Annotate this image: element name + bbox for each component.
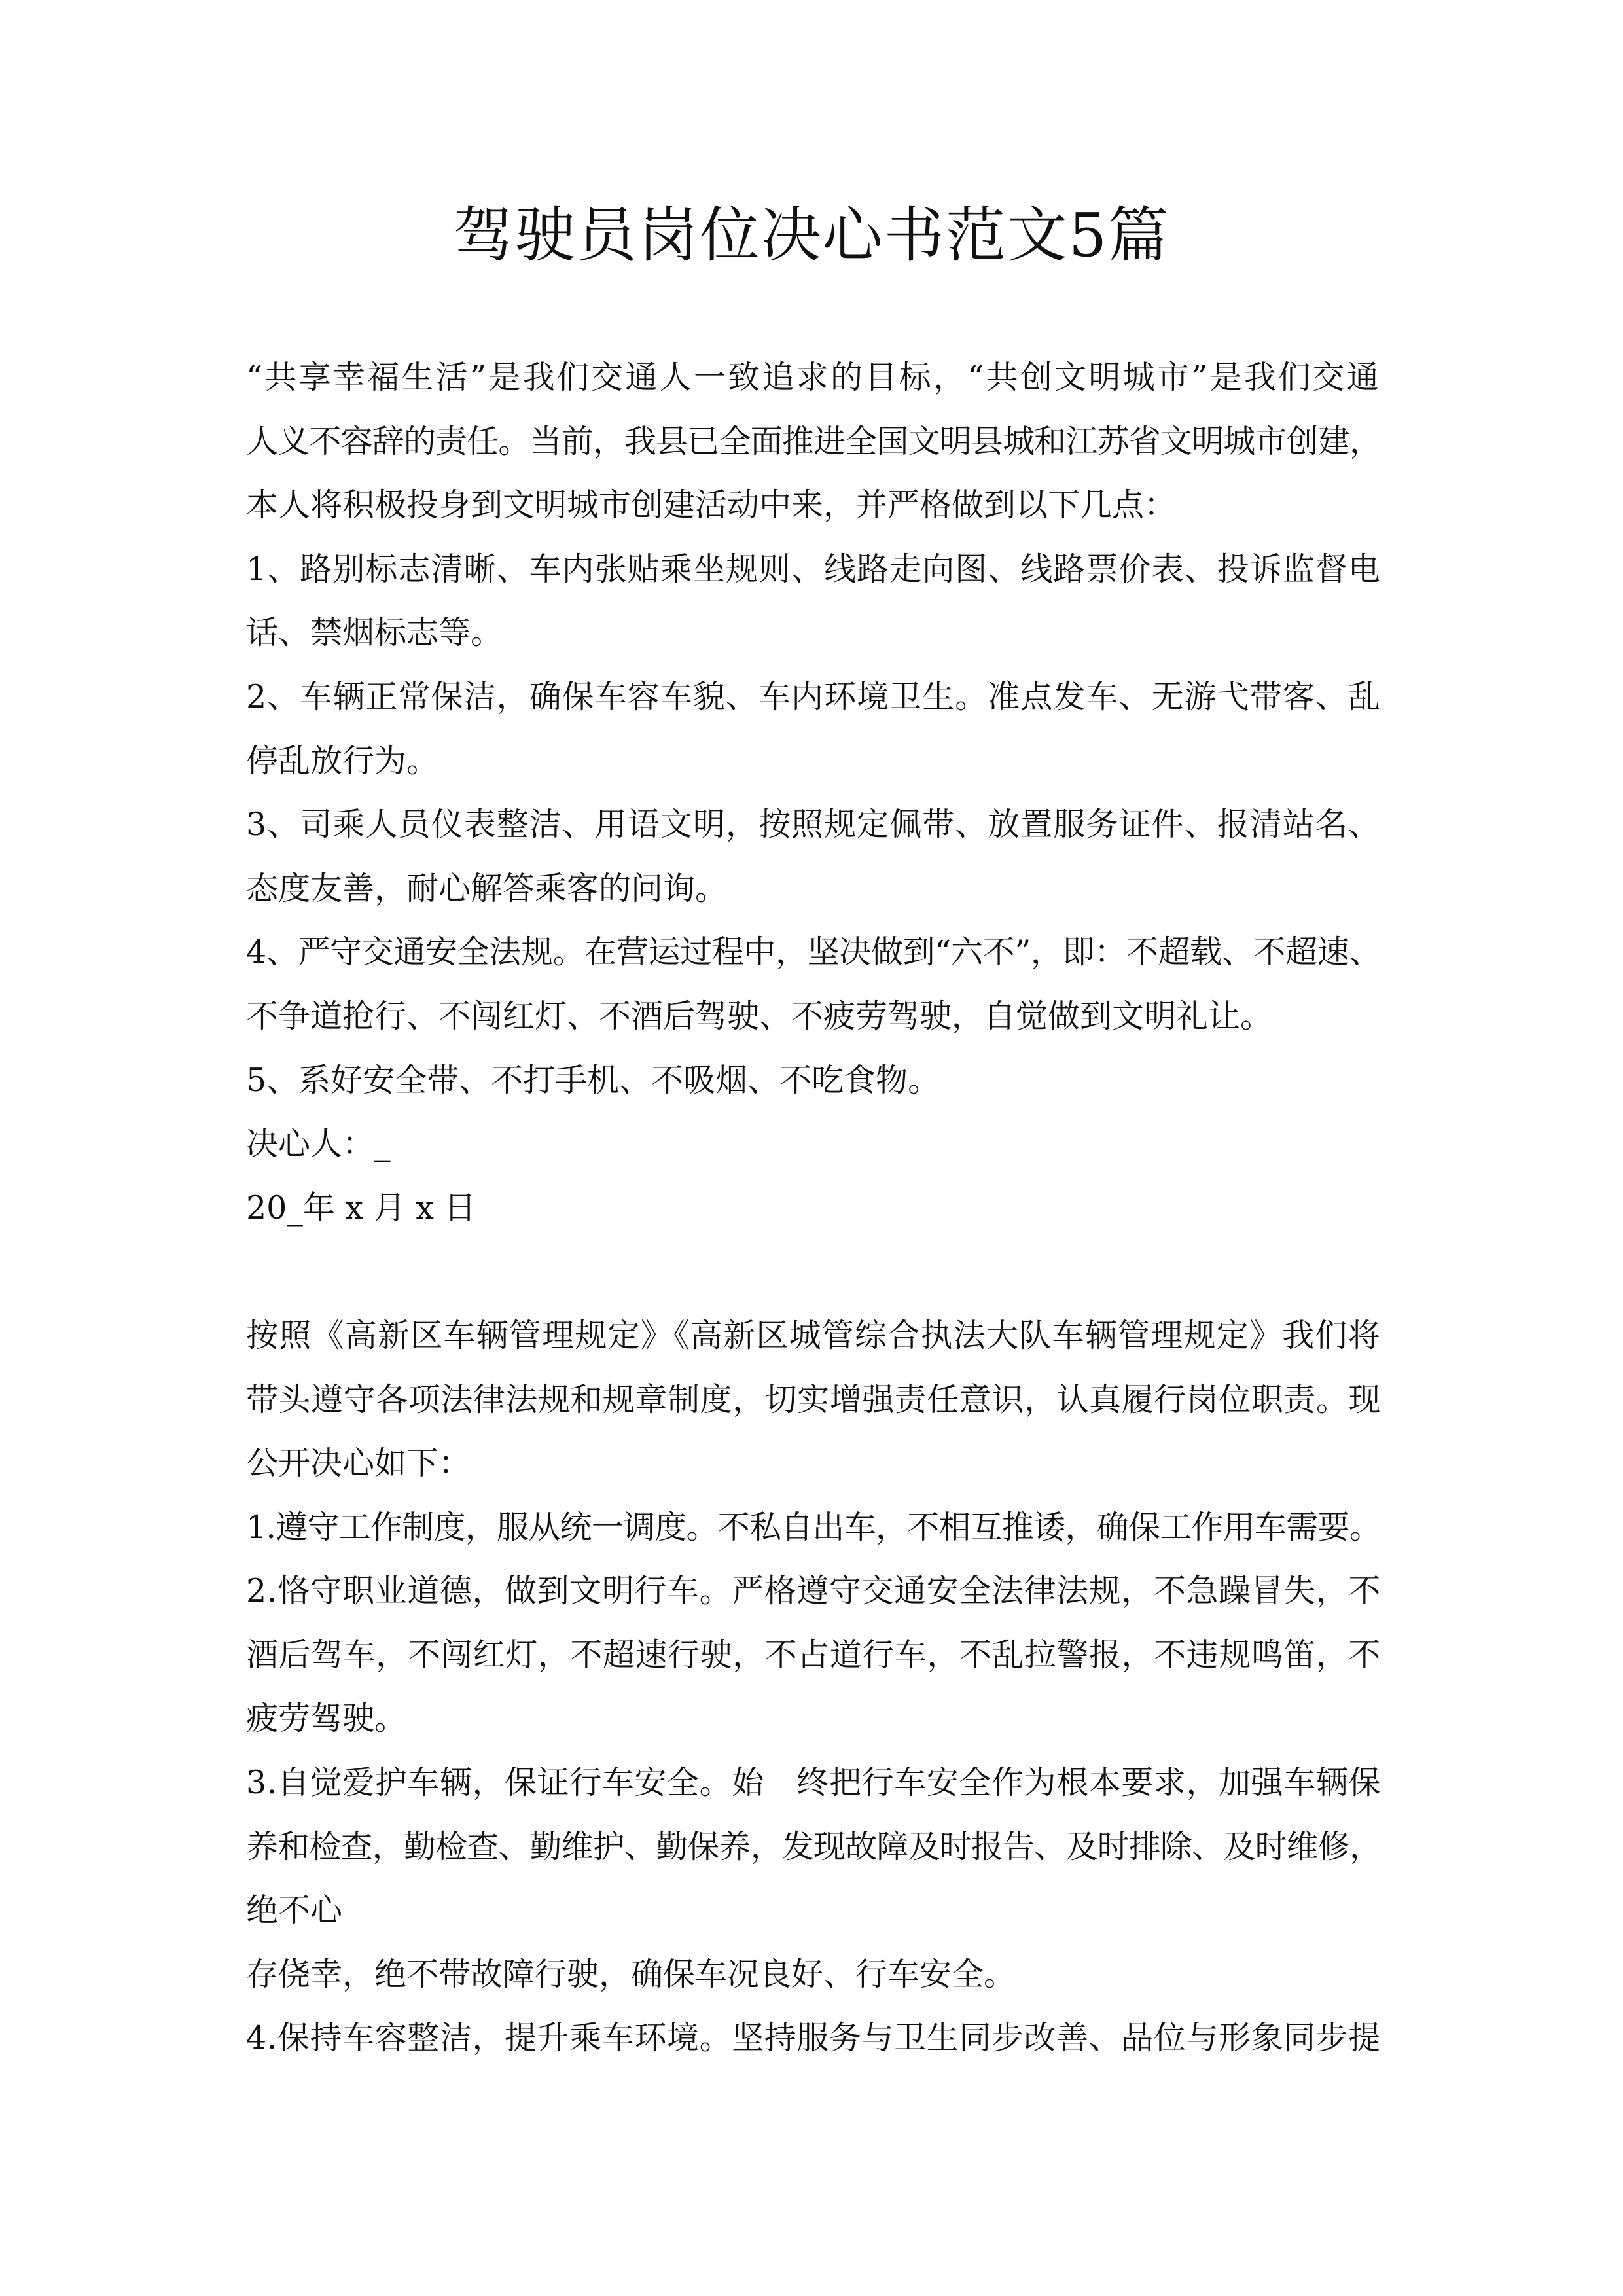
list-item-line: 停乱放行为。 [246,742,439,780]
paragraph-line: 按照《高新区车辆管理规定》《高新区城管综合执法大队车辆管理规定》我们将 [246,1316,1381,1354]
list-item-line: 话、禁烟标志等。 [246,614,503,652]
list-item-line: 1、路别标志清晰、车内张贴乘坐规则、线路走向图、线路票价表、投诉监督电 [246,550,1381,588]
list-item-line: 养和检查，勤检查、勤维护、勤保养，发现故障及时报告、及时排除、及时维修， [246,1827,1381,1865]
list-item-line: 2、车辆正常保洁，确保车容车貌、车内环境卫生。准点发车、无游弋带客、乱 [246,677,1381,715]
list-item-line: 不争道抢行、不闯红灯、不酒后驾驶、不疲劳驾驶，自觉做到文明礼让。 [246,997,1273,1035]
blank-line [246,1240,1381,1304]
list-item-line: 酒后驾车，不闯红灯，不超速行驶，不占道行车，不乱拉警报，不违规鸣笛，不 [246,1636,1381,1674]
list-item-line: 存侥幸，绝不带故障行驶，确保车况良好、行车安全。 [246,1955,1016,1993]
list-item-line: 5、系好安全带、不打手机、不吸烟、不吃食物。 [246,1061,940,1099]
paragraph-line: “共享幸福生活”是我们交通人一致追求的目标，“共创文明城市”是我们交通 [246,359,1381,396]
document-title: 驾驶员岗位决心书范文5篇 [453,200,1170,270]
list-item-line: 3.自觉爱护车辆，保证行车安全。始 终把行车安全作为根本要求，加强车辆保 [246,1764,1381,1802]
paragraph-line: 带头遵守各项法律法规和规章制度，切实增强责任意识，认真履行岗位职责。现 [246,1380,1381,1418]
list-item-line: 态度友善，耐心解答乘客的问询。 [246,869,728,907]
list-item-line: 4、严守交通安全法规。在营运过程中，坚决做到“六不”，即：不超载、不超速、 [246,933,1381,971]
paragraph-line: 人义不容辞的责任。当前，我县已全面推进全国文明县城和江苏省文明城市创建， [246,422,1381,460]
list-item-line: 2.恪守职业道德，做到文明行车。严格遵守交通安全法律法规，不急躁冒失，不 [246,1572,1381,1610]
list-item-line: 1.遵守工作制度，服从统一调度。不私自出车，不相互推诿，确保工作用车需要。 [246,1508,1381,1546]
paragraph-line: 公开决心如下： [246,1444,471,1482]
list-item-line: 绝不心 [246,1892,343,1929]
list-item-line: 疲劳驾驶。 [246,1700,407,1738]
list-item-line: 3、司乘人员仪表整洁、用语文明，按照规定佩带、放置服务证件、报清站名、 [246,806,1381,844]
paragraph-line: 本人将积极投身到文明城市创建活动中来，并严格做到以下几点： [246,486,1177,524]
list-item-line: 4.保持车容整洁，提升乘车环境。坚持服务与卫生同步改善、品位与形象同步提 [246,2019,1381,2057]
date-line: 20_年 x 月 x 日 [246,1189,476,1227]
signature-line: 决心人：_ [246,1125,391,1163]
document-body [246,346,1381,2070]
